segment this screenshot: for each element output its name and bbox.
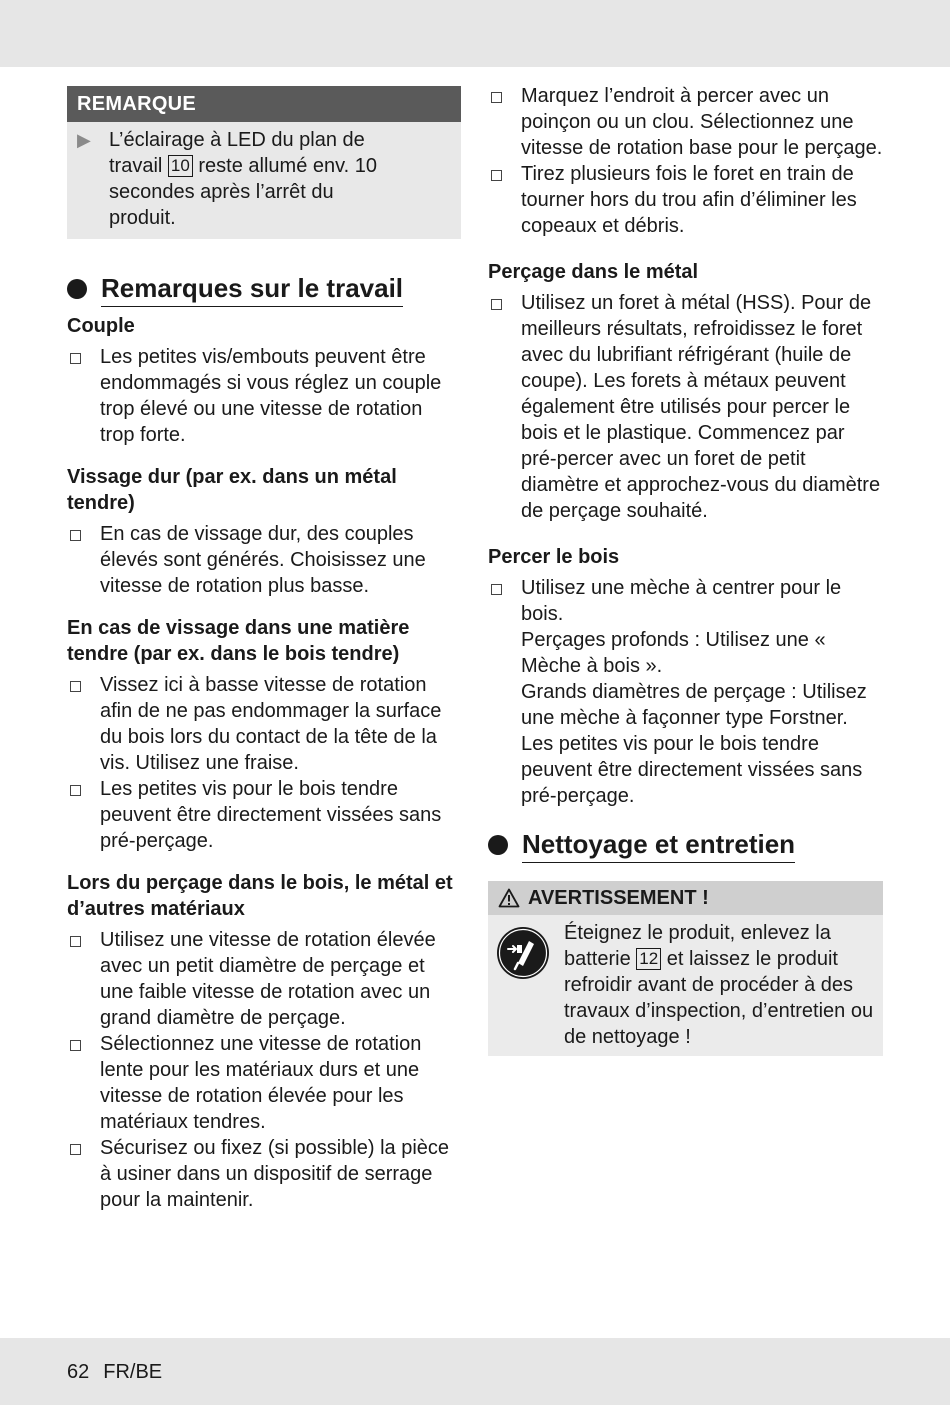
subheading: Percer le bois: [488, 546, 620, 568]
ref-number-box: 12: [636, 948, 661, 970]
checkbox-square-icon: [67, 344, 100, 370]
subheading: En cas de vissage dans une matière tendre (par ex. dans le bois tendre): [67, 617, 410, 665]
circle-bullet-icon: [488, 835, 508, 855]
left-column: [67, 86, 462, 1213]
list-item: Utilisez une mèche à centrer pour le bois. Perçages profonds : Utilisez une « Mèche à bois ». Grands diamètres de perçage : Utilisez une mèche à façonner type Forstner. Les petites vis pour le bois tendre peuvent être directement vissées sans pré-perçage.: [488, 575, 883, 809]
checkbox-square-icon: [488, 290, 521, 316]
warning-header: [488, 881, 883, 915]
list-item: Sélectionnez une vitesse de rotation lente pour les matériaux durs et une vitesse de rotation élevée pour les matériaux tendres.: [67, 1031, 462, 1135]
list-item: Sécurisez ou fixez (si possible) la pièce à usiner dans un dispositif de serrage pour la maintenir.: [67, 1135, 462, 1213]
note-title: REMARQUE: [67, 86, 461, 122]
list-item: Les petites vis pour le bois tendre peuvent être directement vissées sans pré-perçage.: [67, 776, 462, 854]
page-number: 62: [67, 1361, 90, 1383]
list-item: En cas de vissage dur, des couples élevés sont générés. Choisissez une vitesse de rotation plus basse.: [67, 521, 462, 599]
note-box: [67, 86, 461, 239]
section-title-cleaning: Nettoyage et entretien: [488, 827, 883, 863]
list-item: Tirez plusieurs fois le foret en train de tourner hors du trou afin d’éliminer les copeaux et débris.: [488, 161, 883, 239]
page-footer: [67, 1359, 176, 1385]
checkbox-square-icon: [488, 161, 521, 187]
list-item: Les petites vis/embouts peuvent être endommagés si vous réglez un couple trop élevé ou une vitesse de rotation trop forte.: [67, 344, 462, 448]
list-item: Utilisez un foret à métal (HSS). Pour de meilleurs résultats, refroidissez le foret avec du lubrifiant réfrigérant (huile de coupe). Les forets à métaux peuvent également être utilisés pour percer le bois et le plastique. Commencez par pré-percer avec un foret de petit diamètre et approchez-vous du diamètre de perçage souhaité.: [488, 290, 883, 524]
subheading: Perçage dans le métal: [488, 261, 699, 283]
header-band: [0, 0, 950, 67]
checkbox-square-icon: [67, 1031, 100, 1057]
checkbox-square-icon: [488, 83, 521, 109]
list-item: Marquez l’endroit à percer avec un poinçon ou un clou. Sélectionnez une vitesse de rotation base pour le perçage.: [488, 83, 883, 161]
ref-number-box: 10: [168, 155, 193, 177]
warning-triangle-icon: [498, 888, 520, 908]
right-column: [488, 83, 883, 1056]
unplug-battery-icon: [496, 926, 550, 980]
checkbox-square-icon: [67, 521, 100, 547]
list-item: Vissez ici à basse vitesse de rotation afin de ne pas endommager la surface du bois lors du contact de la tête de la vis. Utilisez une fraise.: [67, 672, 462, 776]
list-item: Utilisez une vitesse de rotation élevée avec un petit diamètre de perçage et une faible vitesse de rotation avec un grand diamètre de perçage.: [67, 927, 462, 1031]
note-text: L’éclairage à LED du plan de travail 10 reste allumé env. 10 secondes après l’arrêt du produit.: [109, 129, 377, 229]
checkbox-square-icon: [67, 1135, 100, 1161]
checkbox-square-icon: [67, 927, 100, 953]
warning-title: AVERTISSEMENT !: [528, 887, 709, 909]
warning-text: Éteignez le produit, enlevez la batterie 12 et laissez le produit refroidir avant de procéder à des travaux d’inspection, d’entretien ou de nettoyage !: [564, 922, 874, 1048]
checkbox-square-icon: [488, 575, 521, 601]
checkbox-square-icon: [67, 776, 100, 802]
checkbox-square-icon: [67, 672, 100, 698]
section-title-work: Remarques sur le travail: [67, 271, 462, 307]
triangle-arrow-icon: ▶: [77, 130, 91, 150]
warning-box: [488, 881, 883, 1056]
subheading: Lors du perçage dans le bois, le métal et d’autres matériaux: [67, 872, 453, 920]
subheading: Couple: [67, 315, 135, 337]
language-code: FR/BE: [103, 1361, 163, 1383]
circle-bullet-icon: [67, 279, 87, 299]
subheading: Vissage dur (par ex. dans un métal tendre): [67, 466, 397, 514]
